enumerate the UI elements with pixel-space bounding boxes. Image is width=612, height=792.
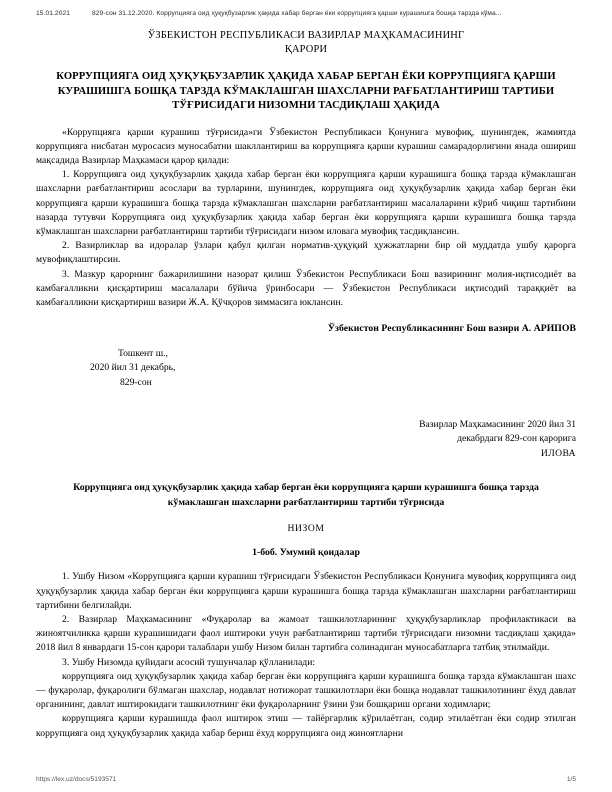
place-city: Тошкент ш., <box>118 348 168 360</box>
annex-paragraph-3: 3. Ушбу Низомда қуйидаги асосий тушунчалар қўлланилади: <box>62 656 316 668</box>
header-date: 15.01.2021 <box>36 10 71 17</box>
annex-title: Коррупцияга оид ҳуқуқбузарлик ҳақида хабар берган ёки коррупцияга қарши курашишга бошқа тарзда кўмаклашган шахсларни рағбатлантириш тартиби тўғрисида <box>73 482 539 508</box>
chapter-heading: 1-боб. Умумий қоидалар <box>252 547 360 559</box>
document-title: КОРРУПЦИЯГА ОИД ҲУҚУҚБУЗАРЛИК ҲАҚИДА ХАБАР БЕРГАН ЁКИ КОРРУПЦИЯГА ҚАРШИ КУРАШИШГА БОШҚА ТАРЗДА КЎМАКЛАШГАН ШАХСЛАРНИ РАҒБАТЛАНТИРИШ ТАРТИБИ ТЎҒРИСИДАГИ НИЗОМНИ ТАСДИҚЛАШ ҲАҚИДА <box>56 71 556 111</box>
issuing-authority <box>36 29 576 57</box>
place-date: 2020 йил 31 декабрь, <box>90 362 176 374</box>
authority-line-2: ҚАРОРИ <box>284 44 328 55</box>
annex-paragraph-2: 2. Вазирлар Маҳкамасининг «Фуқаролар ва жамоат ташкилотларининг ҳуқуқбузарликлар профилактикаси ва жиноятчиликка қарши курашишидаги фаол иштироки учун рағбатлантириш тартиби тўғрисидаги низомни тасдиқлаш ҳақида» 2018 йил 8 январдаги 15-сон қарори талаблари ушбу Низом билан тартибга солинадиган муносабатларга татбиқ этилмайди. <box>36 613 576 654</box>
annex-definition-1: коррупцияга оид ҳуқуқбузарлик ҳақида хабар берган ёки коррупцияга қарши курашишга бошқа тарзда кўмаклашган шахс — фуқаролар, фуқаролиги бўлмаган шахслар, нодавлат нотижорат ташкилотлари ёки бошқа нодавлат ташкилотининг ёхуд давлат органининг, давлат иштирокидаги ташкилотнинг ёки фуқароларнинг ўзини ўзи бошқариш органи ходимлари; <box>36 670 576 711</box>
authority-line-1: ЎЗБЕКИСТОН РЕСПУБЛИКАСИ ВАЗИРЛАР МАҲКАМАСИНИНГ <box>147 30 465 41</box>
annex-paragraph-1: 1. Ушбу Низом «Коррупцияга қарши курашиш тўғрисидаги Ўзбекистон Республикаси Қонунига мувофиқ коррупцияга оид ҳуқуқбузарлик ҳақида хабар берган ёки коррупцияга қарши курашишга бошқа тарзда кўмаклашган шахсларни рағбатлантириш тартибини белгилайди. <box>36 571 576 611</box>
page-footer <box>36 776 576 783</box>
source-url-link[interactable]: https://lex.uz/docs/5193571 <box>36 776 117 783</box>
attachment-ref-line-1: Вазирлар Маҳкамасининг 2020 йил 31 <box>419 418 576 430</box>
paragraph-2: 2. Вазирликлар ва идоралар ўзлари қабул қилган норматив-ҳуқуқий ҳужжатларни бир ой муддатда ушбу қарорга мувофиқлаштирсин. <box>36 240 576 266</box>
attachment-reference <box>36 418 576 462</box>
paragraph-preamble: «Коррупцияга қарши курашиш тўғрисида»ги Ўзбекистон Республикаси Қонунига мувофиқ, шунингдек, жамиятда коррупцияга нисбатан муросасиз муносабатни шакллантириш ва коррупцияга қарши курашиш самарадорлигини янада ошириш мақсадида Вазирлар Маҳкамаси қарор қилади: <box>36 126 576 166</box>
place-number: 829-сон <box>120 376 152 388</box>
page-header-bar <box>36 10 576 17</box>
attachment-label: ИЛОВА <box>540 448 576 460</box>
paragraph-3: 3. Мазкур қарорнинг бажарилишини назорат қилиш Ўзбекистон Республикаси Бош вазирининг молия-иқтисодиёт ва камбағалликни қисқартириш масалалари бўйича ўринбосари — Ўзбекистон Республикаси иқтисодий тараққиёт ва камбағалликни қисқартириш вазири Ж.А. Қўчқоров зиммасига юклансин. <box>36 268 576 308</box>
place-and-date-block <box>76 347 286 390</box>
header-document-title: 829-сон 31.12.2020. Коррупцияга оид ҳуқуқбузарлик ҳақида хабар берган ёки коррупцияга қарши курашишга бошқа тарзда кўма... <box>92 10 502 17</box>
signature-line: Ўзбекистон Республикасининг Бош вазири А. АРИПОВ <box>327 323 576 335</box>
paragraph-1: 1. Коррупцияга оид ҳуқуқбузарлик ҳақида хабар берган ёки коррупцияга қарши курашишга бошқа тарзда кўмаклашган шахсларни рағбатлантириш асослари ва турларини, шунингдек, коррупцияга оид ҳуқуқбузарлик ҳақида хабар берган ёки коррупцияга қарши курашишга бошқа тарзда кўмаклашган шахсларни рағбатлантириш масалаларини кўриб чиқиш тартибини назарда тутувчи Коррупцияга оид ҳуқуқбузарлик ҳақида хабар берган ёки коррупцияга қарши курашишга бошқа тарзда кўмаклашган шахсларни рағбатлантириш тартиби тўғрисидаги низом иловага мувофиқ тасдиқлансин. <box>36 169 576 237</box>
page-number: 1/5 <box>566 776 576 783</box>
attachment-ref-line-2: декабрдаги 829-сон қарорига <box>457 432 576 444</box>
annex-definition-2: коррупцияга қарши курашишда фаол иштирок этиш — тайёргарлик кўрилаётган, содир этилаётган ёки содир этилган коррупцияга оид ҳуқуқбузарлик ҳақида хабар бериш ёхуд коррупцияга оид жиноятларни <box>36 713 576 739</box>
annex-type-label: НИЗОМ <box>287 523 325 535</box>
